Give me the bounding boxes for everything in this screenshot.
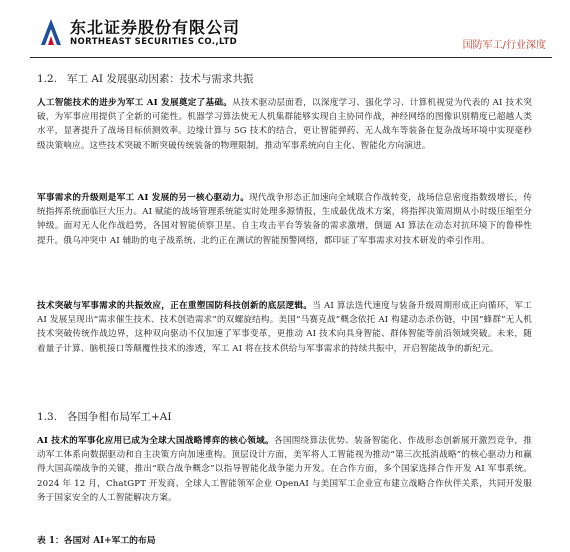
page-header [0, 0, 570, 62]
section-title: 军工 AI 发展驱动因素：技术与需求共振 [67, 73, 254, 85]
section-number: 1.3. [37, 411, 58, 423]
northeast-securities-logo-icon [38, 17, 64, 47]
section-heading-1-2 [37, 71, 253, 86]
paragraph-lead: AI 技术的军事化应用已成为全球大国战略博弈的核心领域。 [37, 436, 274, 446]
paragraph-body: 当 AI 算法迭代速度与装备升级周期形成正向循环，军工 AI 发展呈现出“需求催生技术、技术创造需求”的双螺旋结构。美国“马赛克战”概念依托 AI 构建动态杀伤链，中国“蜂群”无人机技术突破传统作战边界，这种双向驱动不仅加速了军事变革，更推动 AI 技术向具身智能、群体智能等前沿领域突破。未来，随着量子计算、脑机接口等颠覆性技术的渗透，军工 AI 将在技术供给与军事需求的持续共振中，开启智能战争的新纪元。 [37, 301, 532, 354]
paragraph-body: 现代战争形态正加速向全域联合作战转变，战场信息密度指数级增长，传统指挥系统面临巨大压力。AI 赋能的战场管理系统能实时处理多源情报，生成最优战术方案，将指挥决策周期从小时级压缩至分钟级。面对无人化作战趋势，各国对智能侦察卫星、自主攻击平台等装备的需求激增，倒逼 AI 算法在动态对抗环境下的鲁棒性提升。俄乌冲突中 AI 辅助的电子战系统、北约正在测试的智能预警网络，都印证了军事需求对技术研发的牵引作用。 [37, 193, 532, 246]
paragraph-body: 从技术驱动层面看，以深度学习、强化学习、计算机视觉为代表的 AI 技术突破，为军事应用提供了全新的可能性。机器学习算法使无人机集群能够实现自主协同作战，神经网络的图像识别精度已超越人类水平，显著提升了战场目标侦测效率。边缘计算与 5G 技术的结合，更让智能弹药、无人战车等装备在复杂战场环境中实现毫秒级决策响应。这些技术突破不断突破传统装备的物理限制，推动军事系统向自主化、智能化方向演进。 [37, 98, 533, 151]
table-caption: 表 1：各国对 AI+军工的布局 [37, 536, 156, 546]
paragraph-lead: 军事需求的升级则是军工 AI 发展的另一核心驱动力。 [37, 193, 250, 203]
header-divider [30, 57, 552, 58]
section-number: 1.2. [37, 73, 58, 85]
paragraph-military-demand [37, 191, 532, 248]
paragraph-tech-driver [37, 96, 532, 153]
section-heading-1-3 [37, 409, 172, 424]
paragraph-body: 各国围绕算法优势、装备智能化、作战形态创新展开激烈竞争，推动军工体系向数据驱动和自主决策方向加速重构。顶层设计方面，美军将人工智能视为推动“第三次抵消战略”的核心驱动力和赢得大国高端战争的关键，推出“联合战争概念”以指导智能化战争能力开发。在合作方面，多个国家选择合作开发 AI 军事系统。2024 年 12 月，ChatGPT 开发商、全球人工智能领军企业 OpenAI 与美国军工企业宣布建立战略合作伙伴关系，共同开发服务于国家安全的人工智能解决方案。 [37, 436, 532, 503]
report-category-tag: 国防军工/行业深度 [462, 40, 546, 51]
paragraph-resonance [37, 299, 532, 356]
paragraph-global-competition [37, 434, 532, 505]
paragraph-lead: 人工智能技术的进步为军工 AI 发展奠定了基础。 [37, 98, 233, 108]
section-title: 各国争相布局军工+AI [67, 411, 172, 423]
company-name-en: NORTHEAST SECURITIES CO.,LTD [70, 37, 238, 47]
paragraph-lead: 技术突破与军事需求的共振效应，正在重塑国防科技创新的底层逻辑。 [37, 301, 313, 311]
company-name-cn: 东北证券股份有限公司 [70, 18, 241, 37]
